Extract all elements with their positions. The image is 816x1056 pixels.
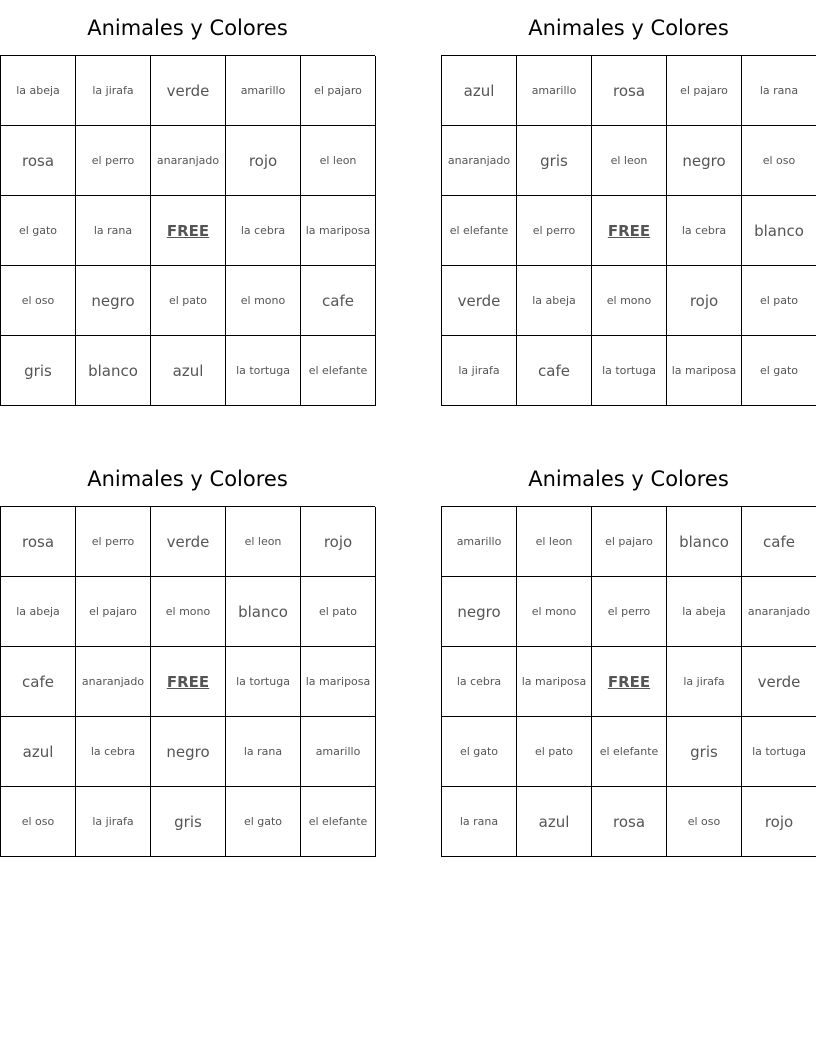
bingo-cell: negro: [442, 577, 517, 647]
bingo-cell: la cebra: [76, 717, 151, 787]
bingo-cell: anaranjado: [151, 126, 226, 196]
bingo-cell: la rana: [742, 56, 816, 126]
card-title: Animales y Colores: [528, 16, 729, 40]
bingo-grid: [441, 55, 816, 406]
bingo-cell: la jirafa: [442, 336, 517, 406]
bingo-cell: verde: [442, 266, 517, 336]
bingo-cell: el mono: [517, 577, 592, 647]
bingo-card-1: [0, 10, 375, 380]
bingo-cell: la mariposa: [517, 647, 592, 717]
bingo-cell: el pato: [301, 577, 376, 647]
bingo-cell: la rana: [226, 717, 301, 787]
bingo-cell: el pajaro: [301, 56, 376, 126]
bingo-cell: el gato: [1, 196, 76, 266]
bingo-grid: [441, 506, 816, 857]
bingo-cell: amarillo: [517, 56, 592, 126]
bingo-cell: verde: [151, 507, 226, 577]
bingo-cell: blanco: [667, 507, 742, 577]
bingo-cell: la tortuga: [226, 336, 301, 406]
bingo-cell: rojo: [301, 507, 376, 577]
bingo-cell: gris: [1, 336, 76, 406]
bingo-cell: el oso: [742, 126, 816, 196]
bingo-cell: el gato: [226, 787, 301, 857]
bingo-cell: rosa: [592, 56, 667, 126]
bingo-grid: [0, 55, 375, 406]
bingo-cell: la cebra: [226, 196, 301, 266]
bingo-cell: el pajaro: [592, 507, 667, 577]
bingo-card-4: [441, 461, 816, 831]
bingo-cell: el pajaro: [76, 577, 151, 647]
free-space-cell: FREE: [151, 196, 226, 266]
bingo-cell: el leon: [301, 126, 376, 196]
bingo-cell: el oso: [1, 787, 76, 857]
bingo-cell: el elefante: [442, 196, 517, 266]
bingo-cell: el gato: [742, 336, 816, 406]
bingo-cell: la abeja: [517, 266, 592, 336]
bingo-cell: el perro: [76, 507, 151, 577]
card-title: Animales y Colores: [87, 467, 288, 491]
bingo-cell: la cebra: [442, 647, 517, 717]
bingo-cell: rojo: [667, 266, 742, 336]
bingo-cell: negro: [151, 717, 226, 787]
bingo-cell: el leon: [226, 507, 301, 577]
bingo-cell: la mariposa: [301, 647, 376, 717]
free-space-cell: FREE: [151, 647, 226, 717]
bingo-cell: amarillo: [442, 507, 517, 577]
bingo-cell: el pajaro: [667, 56, 742, 126]
bingo-cell: la rana: [76, 196, 151, 266]
bingo-cell: cafe: [517, 336, 592, 406]
bingo-cell: el elefante: [301, 787, 376, 857]
card-title: Animales y Colores: [528, 467, 729, 491]
bingo-cell: rojo: [742, 787, 816, 857]
bingo-cell: la cebra: [667, 196, 742, 266]
bingo-card-2: [441, 10, 816, 380]
bingo-cell: el perro: [517, 196, 592, 266]
bingo-cell: la abeja: [1, 56, 76, 126]
bingo-cell: el elefante: [301, 336, 376, 406]
bingo-cell: el gato: [442, 717, 517, 787]
bingo-cell: el perro: [76, 126, 151, 196]
bingo-cell: azul: [1, 717, 76, 787]
bingo-cell: la jirafa: [76, 787, 151, 857]
bingo-cell: rojo: [226, 126, 301, 196]
bingo-cell: la tortuga: [226, 647, 301, 717]
bingo-cell: anaranjado: [76, 647, 151, 717]
bingo-cell: el leon: [592, 126, 667, 196]
bingo-cell: cafe: [1, 647, 76, 717]
bingo-cell: el pato: [151, 266, 226, 336]
bingo-card-3: [0, 461, 375, 831]
bingo-cell: el perro: [592, 577, 667, 647]
free-space-cell: FREE: [592, 647, 667, 717]
bingo-cell: anaranjado: [442, 126, 517, 196]
bingo-cell: el mono: [151, 577, 226, 647]
free-space-cell: FREE: [592, 196, 667, 266]
bingo-cell: el pato: [517, 717, 592, 787]
bingo-cell: el mono: [592, 266, 667, 336]
bingo-cell: rosa: [1, 126, 76, 196]
bingo-grid: [0, 506, 375, 857]
bingo-cell: blanco: [226, 577, 301, 647]
bingo-cell: la mariposa: [301, 196, 376, 266]
bingo-cell: verde: [151, 56, 226, 126]
bingo-cell: cafe: [742, 507, 816, 577]
bingo-cell: la tortuga: [592, 336, 667, 406]
bingo-cell: negro: [76, 266, 151, 336]
bingo-cell: blanco: [76, 336, 151, 406]
bingo-cell: azul: [442, 56, 517, 126]
bingo-cell: el leon: [517, 507, 592, 577]
bingo-cell: el oso: [1, 266, 76, 336]
bingo-cell: la jirafa: [667, 647, 742, 717]
bingo-cell: cafe: [301, 266, 376, 336]
bingo-cell: el oso: [667, 787, 742, 857]
bingo-cell: la abeja: [667, 577, 742, 647]
bingo-cell: la rana: [442, 787, 517, 857]
bingo-cell: rosa: [1, 507, 76, 577]
bingo-cell: azul: [517, 787, 592, 857]
bingo-cell: el elefante: [592, 717, 667, 787]
bingo-cell: la mariposa: [667, 336, 742, 406]
card-title: Animales y Colores: [87, 16, 288, 40]
bingo-cell: la tortuga: [742, 717, 816, 787]
bingo-cell: gris: [667, 717, 742, 787]
bingo-cell: anaranjado: [742, 577, 816, 647]
bingo-cell: el pato: [742, 266, 816, 336]
bingo-cell: amarillo: [226, 56, 301, 126]
bingo-cell: blanco: [742, 196, 816, 266]
bingo-cell: el mono: [226, 266, 301, 336]
bingo-cell: gris: [517, 126, 592, 196]
bingo-cell: rosa: [592, 787, 667, 857]
bingo-cell: negro: [667, 126, 742, 196]
bingo-cell: gris: [151, 787, 226, 857]
bingo-cell: amarillo: [301, 717, 376, 787]
bingo-cell: azul: [151, 336, 226, 406]
bingo-cell: la jirafa: [76, 56, 151, 126]
bingo-cell: la abeja: [1, 577, 76, 647]
bingo-cell: verde: [742, 647, 816, 717]
